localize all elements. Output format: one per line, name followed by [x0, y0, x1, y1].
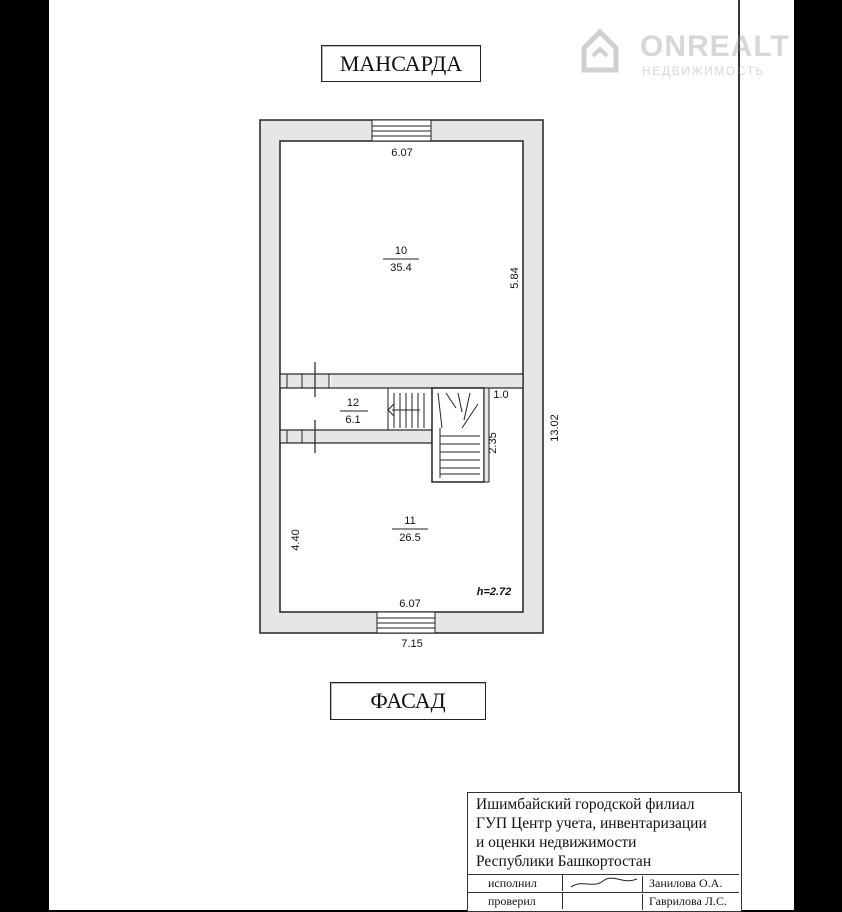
watermark-brand: ONREALT: [640, 30, 790, 63]
dim-total-height: 13.02: [549, 414, 561, 442]
room-area: 6.1: [345, 414, 361, 426]
person-name: Гаврилова Л.С.: [642, 894, 727, 910]
room-number: 12: [346, 397, 360, 409]
person-name: Занилова О.А.: [642, 876, 722, 892]
signature: [562, 875, 643, 891]
dim-stair-length: 2.35: [487, 432, 499, 454]
role-label: проверил: [488, 894, 536, 908]
room-number: 11: [404, 515, 416, 527]
stamp-row-checker: [468, 892, 739, 910]
dim-stair-width: 1.0: [493, 389, 509, 401]
signature-scribble-icon: [563, 875, 643, 891]
stamp-row-executor: [468, 874, 739, 892]
room-label-10: [383, 245, 419, 274]
room-label-11: [392, 515, 428, 544]
room-area: 35.4: [390, 262, 412, 274]
dim-upper-room-height: 5.84: [509, 267, 521, 289]
room-label-12: [340, 397, 368, 426]
partition-lower: [280, 430, 432, 443]
org-line: Республики Башкортостан: [476, 853, 652, 870]
room-area: 26.5: [399, 532, 421, 544]
dim-bottom-inner-width: 6.07: [399, 598, 421, 610]
window-bottom: [377, 612, 435, 633]
partition-upper: [280, 374, 523, 388]
org-line: Ишимбайский городской филиал: [476, 796, 695, 813]
window-top: [372, 120, 431, 141]
signature: [562, 893, 643, 909]
ceiling-height: h=2.72: [476, 586, 512, 598]
heading-facade: ФАСАД: [330, 682, 486, 720]
title-block-stamp: [467, 792, 742, 912]
organization-name: [476, 795, 707, 871]
org-line: ГУП Центр учета, инвентаризации: [476, 815, 707, 832]
room-number: 10: [394, 245, 408, 257]
dim-lower-room-height: 4.40: [290, 529, 302, 551]
org-line: и оценки недвижимости: [476, 834, 637, 851]
role-label: исполнил: [488, 876, 537, 890]
dim-outer-width: 7.15: [401, 638, 423, 650]
heading-mansard: МАНСАРДА: [321, 45, 481, 82]
dim-top-width: 6.07: [391, 147, 413, 159]
watermark-subtitle: НЕДВИЖИМОСТЬ: [642, 64, 766, 78]
